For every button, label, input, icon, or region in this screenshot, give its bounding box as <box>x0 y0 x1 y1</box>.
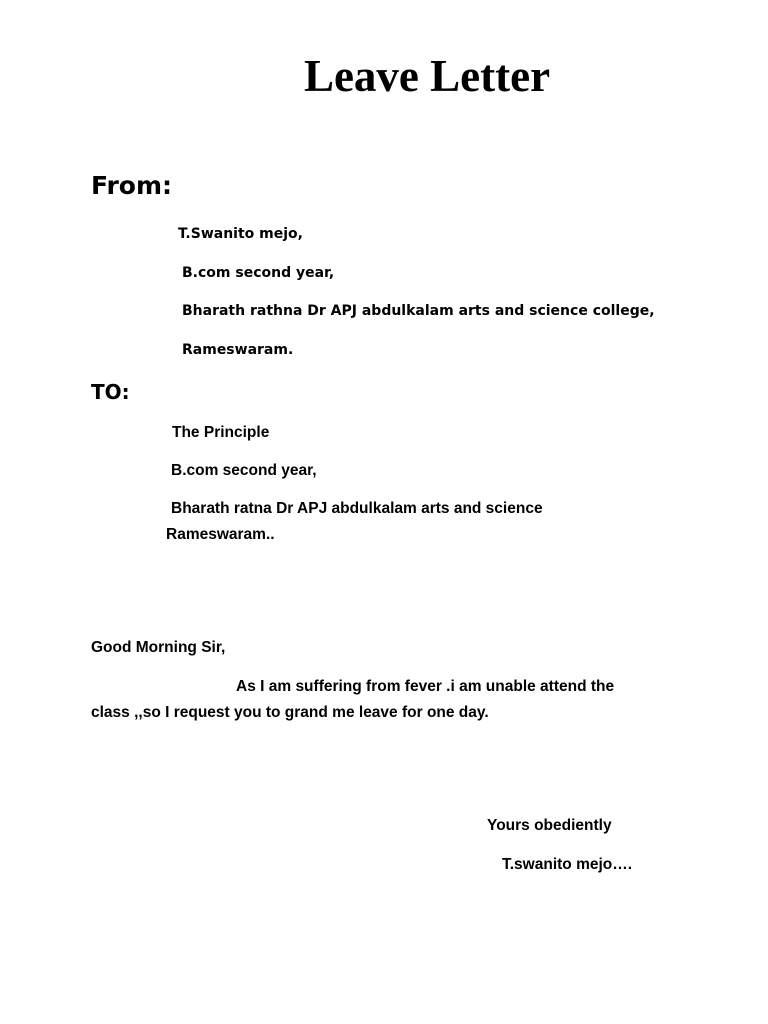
body-line-1: As I am suffering from fever .i am unable attend the <box>236 678 615 695</box>
signature: T.swanito mejo…. <box>502 856 633 873</box>
letter-title: Leave Letter <box>303 51 551 101</box>
recipient-course: B.com second year, <box>171 462 317 479</box>
sender-college: Bharath rathna Dr APJ abdulkalam arts and science college, <box>182 303 655 319</box>
sender-name: T.Swanito mejo, <box>178 226 303 242</box>
from-heading: From: <box>91 171 173 200</box>
valediction: Yours obediently <box>487 817 612 834</box>
recipient-college: Bharath ratna Dr APJ abdulkalam arts and science <box>171 500 543 517</box>
to-heading: TO: <box>91 380 130 404</box>
sender-city: Rameswaram. <box>182 342 294 358</box>
greeting: Good Morning Sir, <box>91 639 226 656</box>
body-line-2: class ,,so I request you to grand me leave for one day. <box>91 704 489 721</box>
recipient-title: The Principle <box>172 424 270 441</box>
sender-course: B.com second year, <box>182 265 335 281</box>
recipient-city: Rameswaram.. <box>166 526 275 543</box>
